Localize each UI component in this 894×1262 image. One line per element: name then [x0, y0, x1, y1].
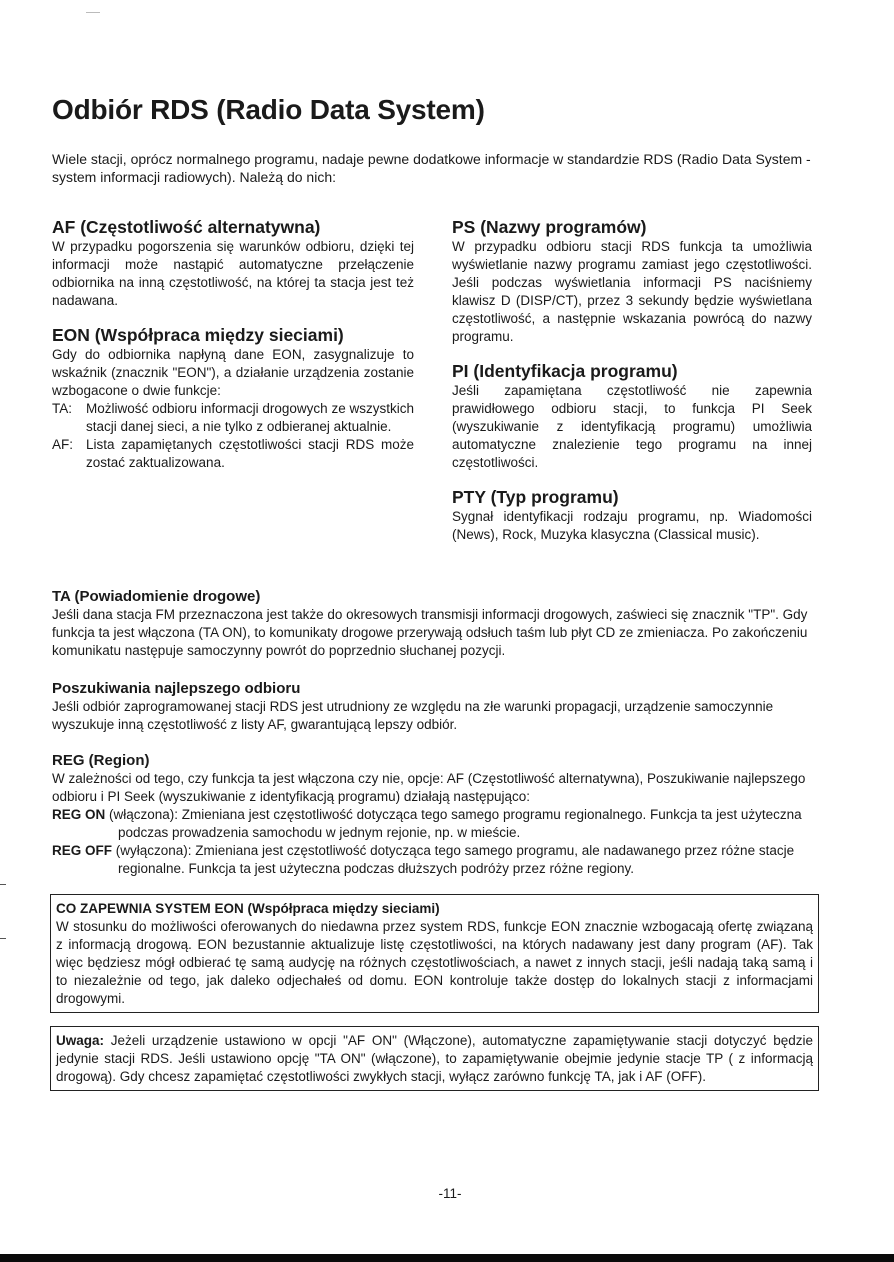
eon-item-desc: Możliwość odbioru informacji drogowych ze wszystkich stacji danej sieci, a nie tylko z odbieranej aktualnie.: [86, 401, 414, 434]
eon-item-ta: [52, 400, 414, 436]
eon-item-desc: Lista zapamiętanych częstotliwości stacji RDS może zostać zaktualizowana.: [86, 437, 414, 470]
note-label: Uwaga:: [56, 1033, 105, 1048]
right-column: [452, 216, 812, 544]
intro-paragraph: Wiele stacji, oprócz normalnego programu, nadaje pewne dodatkowe informacje w standardzie RDS (Radio Data System - system informacji radiowych). Należą do nich:: [52, 151, 811, 185]
pi-text: Jeśli zapamiętana częstotliwość nie zapewnia prawidłowego odbioru stacji, to funkcja PI Seek (wyszukiwanie z identyfikacją programu) umożliwia automatyczne znalezienie tego programu na innej częstotliwości.: [452, 383, 812, 470]
ta-heading: TA (Powiadomienie drogowe): [52, 588, 261, 605]
scan-edge-tick: [0, 884, 6, 885]
page-number: -11-: [438, 1186, 462, 1201]
eon-item-term: AF:: [52, 437, 74, 452]
eon-item-term: TA:: [52, 401, 72, 416]
eon-text: Gdy do odbiornika napłyną dane EON, zasygnalizuje to wskaźnik (znacznik "EON"), a działanie urządzenia zostanie wzbogacone o dwie funkcje:: [52, 347, 414, 398]
best-reception-text: Jeśli odbiór zaprogramowanej stacji RDS jest utrudniony ze względu na złe warunki propagacji, urządzenie samoczynnie wyszukuje inną częstotliwość z listy AF, gwarantującą lepszy odbiór.: [52, 699, 774, 732]
reg-off-term: REG OFF: [52, 843, 112, 858]
reg-off-text: (wyłączona): Zmieniana jest częstotliwość dotycząca tego samego programu, ale nadawanego przez różne stacje regionalne. Funkcja ta jest użyteczna podczas dłuższych podróży przez różne regiony.: [112, 843, 795, 876]
reg-heading: REG (Region): [52, 752, 150, 769]
af-heading: AF (Częstotliwość alternatywna): [52, 217, 321, 237]
ps-heading: PS (Nazwy programów): [452, 217, 647, 237]
ta-text: Jeśli dana stacja FM przeznaczona jest także do okresowych transmisji informacji drogowych, zaświeci się znacznik "TP". Gdy funkcja ta jest włączona (TA ON), to komunikaty drogowe przerywają odsłuch taśm lub płyt CD ze zmieniacza. Po zakończeniu komunikatu następuje samoczynny powrót do poprzednio słuchanej pozycji.: [52, 607, 808, 658]
page-title: Odbiór RDS (Radio Data System): [52, 94, 485, 125]
eon-box-title: CO ZAPEWNIA SYSTEM EON (Współpraca między sieciami): [56, 901, 440, 916]
reg-on-term: REG ON: [52, 807, 106, 822]
pi-heading: PI (Identyfikacja programu): [452, 361, 678, 381]
reg-text: W zależności od tego, czy funkcja ta jest włączona czy nie, opcje: AF (Częstotliwość alternatywna), Poszukiwanie najlepszego odbioru i PI Seek (wyszukiwanie z identyfikacją programu) działają następująco:: [52, 771, 806, 804]
eon-item-af: [52, 436, 414, 472]
eon-heading: EON (Współpraca między sieciami): [52, 325, 344, 345]
eon-info-box: [50, 894, 819, 1013]
af-text: W przypadku pogorszenia się warunków odbioru, dzięki tej informacji może nastąpić automatyczne przełączenie odbiornika na inną częstotliwość, na której ta stacja jest też nadawana.: [52, 239, 414, 308]
scan-mark: [86, 12, 100, 13]
pty-heading: PTY (Typ programu): [452, 487, 619, 507]
best-reception-section: [52, 680, 814, 734]
reg-off-item: [52, 842, 814, 878]
pty-text: Sygnał identyfikacji rodzaju programu, np. Wiadomości (News), Rock, Muzyka klasyczna (Classical music).: [452, 509, 812, 542]
ta-section: [52, 588, 814, 660]
ps-text: W przypadku odbioru stacji RDS funkcja ta umożliwia wyświetlanie nazwy programu zamiast jego częstotliwości. Jeśli podczas wyświetlania informacji PS naciśniemy klawisz D (DISP/CT), przez 3 sekundy będzie wyświetlana częstotliwość, a następnie wskazania powrócą do nazwy programu.: [452, 239, 812, 344]
reg-section: [52, 752, 814, 878]
best-reception-heading: Poszukiwania najlepszego odbioru: [52, 680, 301, 697]
left-column: [52, 216, 414, 472]
eon-box-text: W stosunku do możliwości oferowanych do niedawna przez system RDS, funkcje EON znacznie wzbogacają ofertę związaną z informacją drogową. EON bezustannie aktualizuje listę częstotliwości, na których nadawany jest dany program (AF). Tak więc będziesz mógł odbierać tę samą audycję na różnych częstotliwościach, a nawet z innych stacji, jeśli nadają taką samą i to niezależnie od tego, jak daleko odjechałeś od domu. EON kontroluje także dostęp do lokalnych stacji z informacjami drogowymi.: [56, 919, 813, 1006]
reg-on-item: [52, 806, 814, 842]
scan-edge-tick: [0, 938, 6, 939]
note-box: [50, 1026, 819, 1091]
note-box-body: [56, 1032, 813, 1086]
reg-on-text: (włączona): Zmieniana jest częstotliwość dotycząca tego samego programu regionalnego. Funkcja ta jest użyteczna podczas prowadzenia samochodu w jednym rejonie, np. w mieście.: [105, 807, 802, 840]
scan-bottom-edge: [0, 1254, 894, 1262]
note-text: Jeżeli urządzenie ustawiono w opcji "AF ON" (Włączone), automatyczne zapamiętywanie stacji dotyczyć będzie jedynie stacji RDS. Jeśli ustawiono opcję "TA ON" (włączone), to zapamiętywanie obejmie jedynie stacje TP ( z informacją drogową). Gdy chcesz zapamiętać częstotliwości zwykłych stacji, wyłącz zarówno funkcję TA, jak i AF (OFF).: [56, 1033, 813, 1084]
